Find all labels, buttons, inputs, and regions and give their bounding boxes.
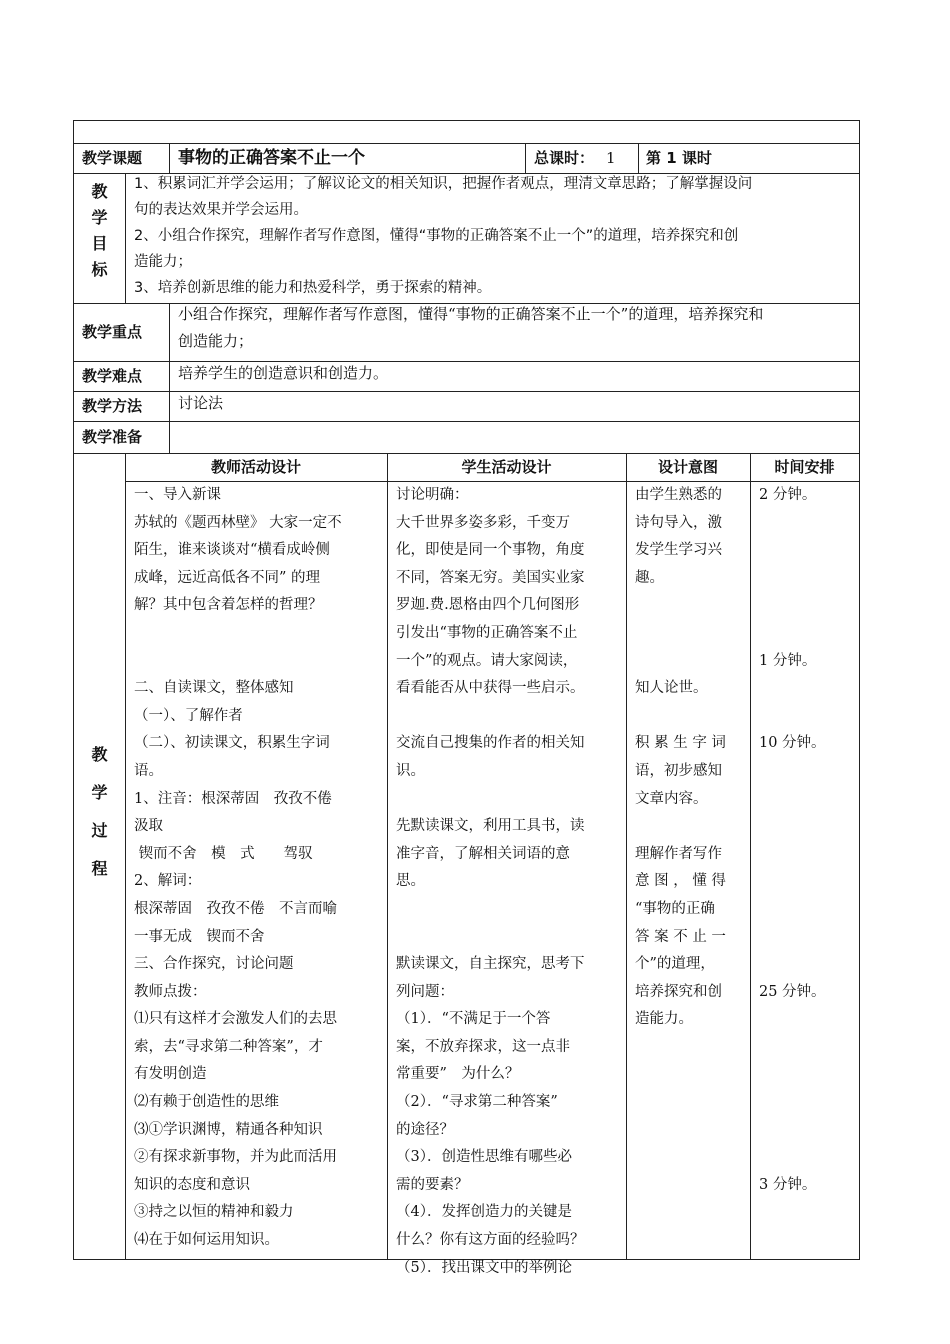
student-line: 罗迦.费.恩格由四个几何图形 [396,597,580,614]
teacher-line: 索，去“寻求第二种答案”，才 [134,1038,323,1055]
teacher-line: 一、导入新课 [134,487,221,503]
intent-line: 意 图 ， 懂 得 [635,873,726,890]
intent-line: 培养探究和创 [635,983,722,1000]
teacher-line: 一事无成 锲而不舍 [134,928,265,945]
header-teacher: 教师活动设计 [210,458,301,476]
student-line: 大千世界多姿多彩，千变万 [396,514,570,531]
intent-line: 造能力。 [635,1011,693,1028]
student-line: 引发出“事物的正确答案不止 [396,624,578,641]
method-text: 讨论法 [178,394,224,412]
time-line: 3 分钟。 [759,1177,817,1193]
student-line: 识。 [396,762,425,779]
key-point-text: 小组合作探究，理解作者写作意图，懂得“事物的正确答案不止一个”的道理，培养探究和 创造能力； [178,305,764,350]
intent-line: 文章内容。 [635,790,708,807]
student-line: （1）．“不满足于一个答 [396,1011,551,1028]
student-line: 常重要” 为什么？ [396,1066,520,1083]
total-hours-label: 总课时： [534,149,595,167]
teacher-line: 成峰，远近高低各不同” 的理 [134,569,321,586]
student-line [396,703,624,731]
teacher-line: 陌生，谁来谈谈对“横看成岭侧 [134,542,330,559]
intent-line: 积 累 生 字 词 [635,735,726,752]
teacher-line: 教师点拨： [134,983,207,1000]
goal-line: 造能力； [134,254,192,270]
teacher-line: ②有探求新事物，并为此而活用 [134,1149,337,1166]
teacher-line: （二）、初读课文，积累生字词 [134,735,330,752]
intent-line: 语，初步感知 [635,763,722,779]
teacher-line: 二、自读课文，整体感知 [134,680,294,697]
student-line: 案，不放弃探求，这一点非 [396,1038,570,1055]
student-line: 需的要素？ [396,1176,469,1193]
preparation-label: 教学准备 [82,428,143,446]
student-activities [396,482,624,1282]
goal-line: 3、培养创新思维的能力和热爱科学，勇于探索的精神。 [134,280,492,296]
teacher-line: ⑷在于如何运用知识。 [134,1232,279,1249]
teacher-line [134,648,384,676]
intent-line: 个”的道理， [635,956,715,973]
lesson-plan-table [73,120,860,1276]
lesson-number: 第 1 课时 [646,149,712,167]
goals-text [134,171,856,301]
topic-label: 教学课题 [82,149,143,167]
goal-line: 1、积累词汇并学会运用；了解议论文的相关知识，把握作者观点，理清文章思路；了解掌握设问 [134,176,753,192]
student-line: 的途径？ [396,1121,454,1138]
teacher-line: 解？其中包含着怎样的哲理？ [134,597,323,614]
goal-line: 2、小组合作探究，理解作者写作意图，懂得“事物的正确答案不止一个”的道理，培养探究和创 [134,228,739,244]
student-line [396,786,624,814]
topic-title: 事物的正确答案不止一个 [178,148,365,168]
teacher-activities [134,482,384,1255]
intent-line: 趣。 [635,569,664,586]
student-line: 看看能否从中获得一些启示。 [396,680,585,697]
teacher-line: 2、解词： [134,873,202,890]
header-student: 学生活动设计 [461,458,552,476]
teacher-line: 知识的态度和意识 [134,1176,250,1193]
student-line [396,896,624,924]
intent-line: 发学生学习兴 [635,542,722,559]
intent-line: 知人论世。 [635,680,708,697]
teacher-line: 语。 [134,762,163,779]
goal-line: 句的表达效果并学会运用。 [134,202,308,218]
time-line: 2 分钟。 [759,487,817,503]
teacher-line [134,620,384,648]
teacher-line: 苏轼的《题西林壁》 大家一定不 [134,514,342,531]
student-line: 列问题： [396,983,454,1000]
student-line: 化，即使是同一个事物，角度 [396,542,585,559]
teacher-line: 汲取 [134,818,163,835]
teacher-line: （一）、了解作者 [134,707,243,724]
student-line: 准字音，了解相关词语的意 [396,845,570,862]
intent-line: 答 案 不 止 一 [635,928,726,945]
intent-line: 理解作者写作 [635,845,722,862]
student-line: 讨论明确： [396,487,469,503]
key-point-label: 教学重点 [82,323,143,341]
student-line: （2）．“寻求第二种答案” [396,1094,558,1111]
student-line: 一个”的观点。请大家阅读， [396,652,578,669]
goals-label: 教 学 目 标 [91,182,108,279]
method-label: 教学方法 [82,397,143,415]
teacher-line: 锲而不舍 模 式 驾驭 [134,845,313,862]
teacher-line: ⑶①学识渊博，精通各种知识 [134,1121,323,1138]
teacher-line: 1、注音：根深蒂固 孜孜不倦 [134,790,332,807]
teacher-line: 有发明创造 [134,1066,207,1083]
teacher-line: ⑵有赖于创造性的思维 [134,1094,279,1111]
student-line: （4）．发挥创造力的关键是 [396,1204,572,1221]
time-line: 10 分钟。 [759,735,826,752]
intent-line: 诗句导入，激 [635,514,722,531]
student-line: 交流自己搜集的作者的相关知 [396,735,585,752]
student-line: 先默读课文，利用工具书，读 [396,818,585,835]
total-hours-value: 1 [606,149,616,167]
difficulty-label: 教学难点 [82,367,143,385]
student-line: 什么？你有这方面的经验吗？ [396,1232,585,1249]
intent-line: “事物的正确 [635,901,715,917]
student-line [396,924,624,952]
teacher-line: ③持之以恒的精神和毅力 [134,1204,294,1221]
time-line: 1 分钟。 [759,652,817,669]
student-line: 思。 [396,873,425,890]
teacher-line: 根深蒂固 孜孜不倦 不言而喻 [134,900,337,917]
teacher-line: ⑴只有这样才会激发人们的去思 [134,1011,337,1028]
student-line: （3）．创造性思维有哪些必 [396,1149,572,1166]
teacher-line: 三、合作探究，讨论问题 [134,956,294,973]
difficulty-text: 培养学生的创造意识和创造力。 [178,364,389,382]
process-label: 教 学 过 程 [91,745,108,878]
header-time: 时间安排 [774,458,835,476]
intent-line: 由学生熟悉的 [635,487,722,503]
student-line: 默读课文，自主探究，思考下 [396,956,585,973]
student-line: （5）．找出课文中的举例论 [396,1259,572,1276]
header-intent: 设计意图 [657,458,718,476]
time-line: 25 分钟。 [759,983,826,1000]
student-line: 不同，答案无穷。美国实业家 [396,569,585,586]
